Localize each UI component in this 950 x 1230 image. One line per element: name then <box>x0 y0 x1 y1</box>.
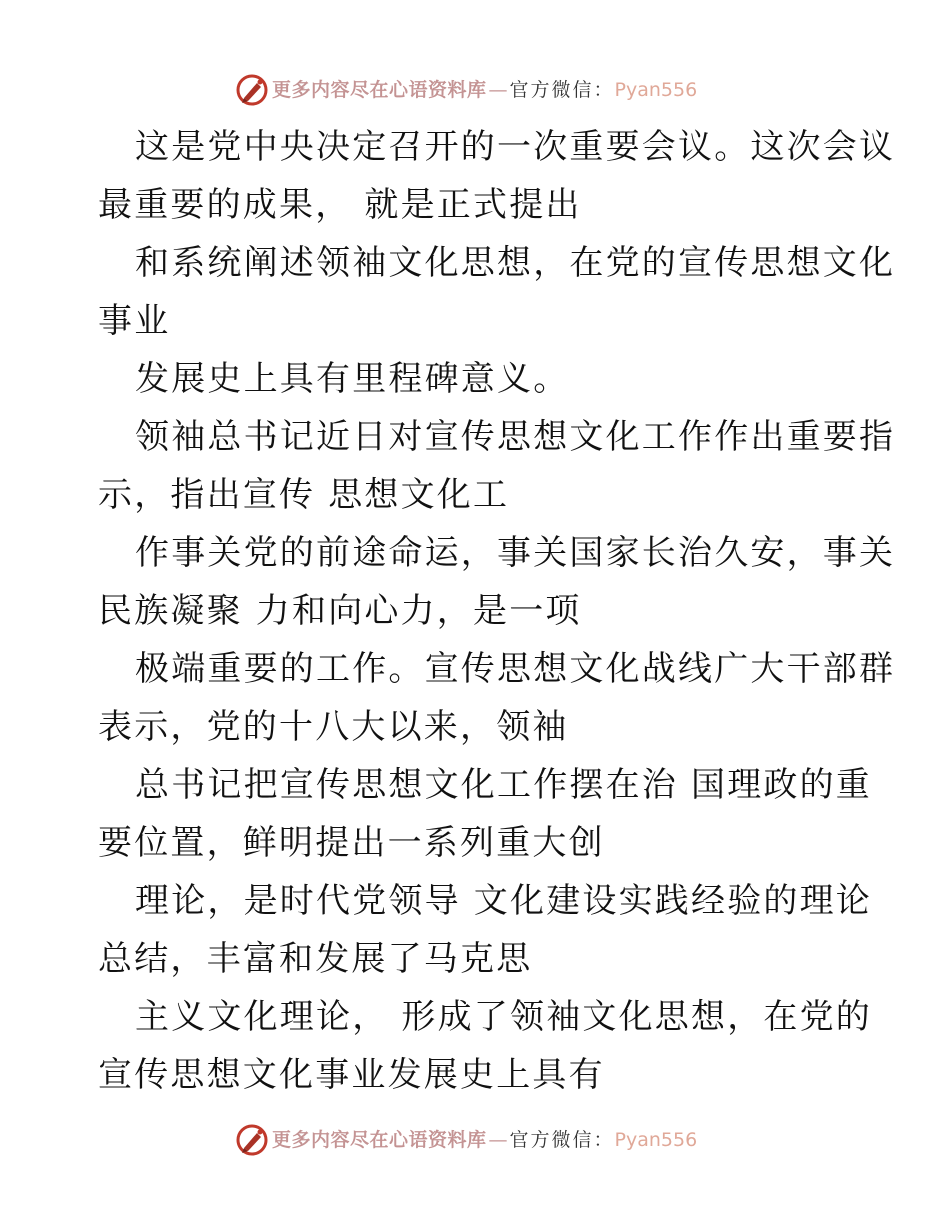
body-line: 发展史上具有里程碑意义。 <box>135 359 570 399</box>
footer-dash: — <box>488 1129 508 1151</box>
footer-wechat-id: Pyan556 <box>614 1129 698 1151</box>
body-line: 表示，党的十八大以来，领袖 <box>98 707 569 747</box>
header-wechat-label: 官方微信： <box>509 79 615 101</box>
body-line: 主义文化理论， 形成了领袖文化思想，在党的 <box>135 997 873 1037</box>
header-ad-text: 更多内容尽在心语资料库 <box>272 79 487 101</box>
body-line: 示，指出宣传 思想文化工 <box>98 475 510 515</box>
body-line: 要位置，鲜明提出一系列重大创 <box>98 823 605 863</box>
body-line: 最重要的成果， 就是正式提出 <box>98 185 582 225</box>
header-wechat-id: Pyan556 <box>614 79 698 101</box>
body-line: 民族凝聚 力和向心力，是一项 <box>98 591 582 631</box>
body-line: 和系统阐述领袖文化思想，在党的宣传思想文化 <box>135 243 896 283</box>
header-dash: — <box>488 79 508 101</box>
body-line: 总书记把宣传思想文化工作摆在治 国理政的重 <box>135 765 873 805</box>
footer-ad-text: 更多内容尽在心语资料库 <box>272 1129 487 1151</box>
body-line: 总结，丰富和发展了马克思 <box>98 939 533 979</box>
header-banner <box>235 72 697 108</box>
body-line: 宣传思想文化事业发展史上具有 <box>98 1055 605 1095</box>
writing-pen-logo-icon <box>235 1123 269 1157</box>
body-line: 极端重要的工作。宣传思想文化战线广大干部群 <box>135 649 896 689</box>
writing-pen-logo-icon <box>235 73 269 107</box>
footer-wechat-label: 官方微信： <box>509 1129 615 1151</box>
body-line: 作事关党的前途命运，事关国家长治久安，事关 <box>135 533 896 573</box>
body-line: 事业 <box>98 301 171 341</box>
body-line: 理论，是时代党领导 文化建设实践经验的理论 <box>135 881 873 921</box>
footer-banner <box>235 1122 697 1158</box>
body-line: 这是党中央决定召开的一次重要会议。这次会议 <box>135 127 896 167</box>
body-line: 领袖总书记近日对宣传思想文化工作作出重要指 <box>135 417 896 457</box>
